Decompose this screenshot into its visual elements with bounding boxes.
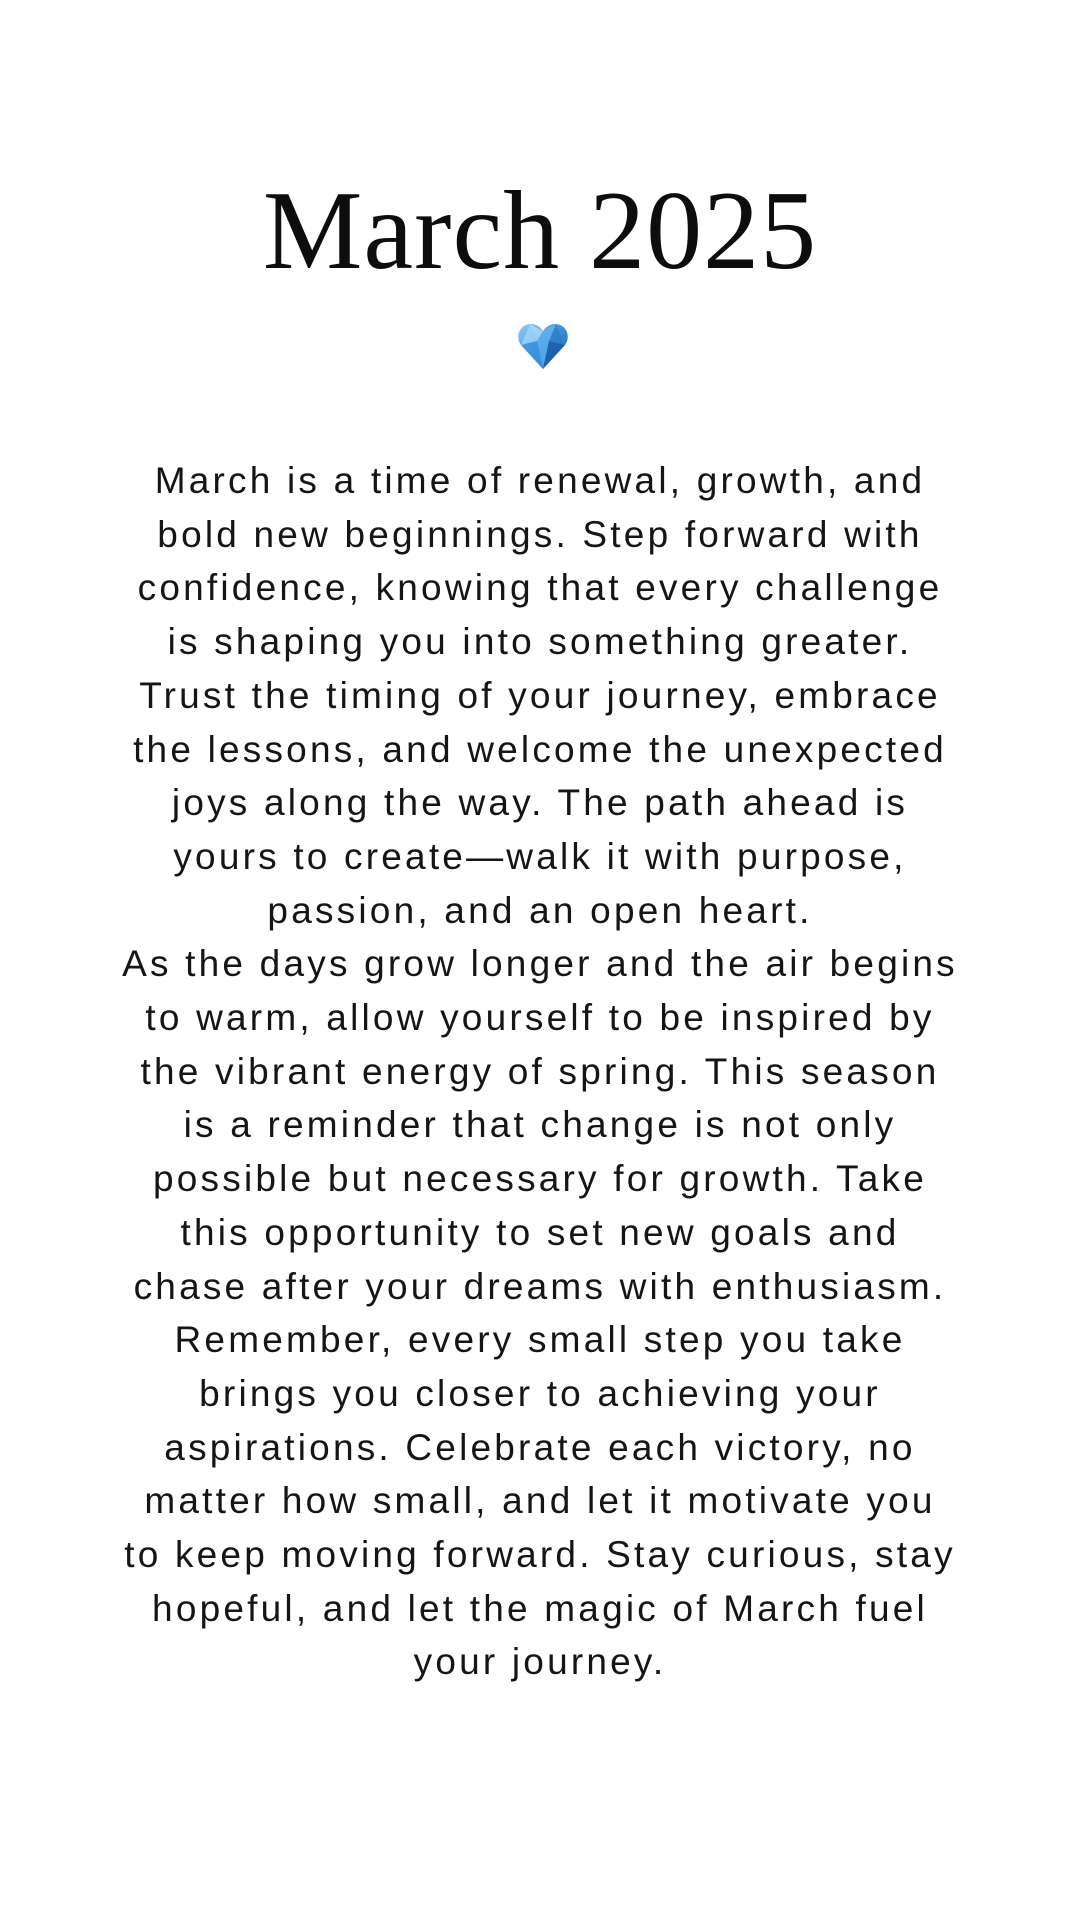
text-line: the lessons, and welcome the unexpected [133,728,947,770]
page-title: March 2025 [262,169,818,293]
text-line: to warm, allow yourself to be inspired by [145,997,935,1039]
text-line: brings you closer to achieving your [199,1372,881,1414]
text-line: Remember, every small step you take [174,1319,906,1361]
text-line: As the days grow longer and the air begins [122,943,958,985]
text-line: matter how small, and let it motivate you [144,1480,936,1522]
body-text [100,454,980,1689]
text-line: March is a time of renewal, growth, and [154,460,926,501]
blue-gem-heart-icon [517,321,569,371]
text-line: joys along the way. The path ahead is [171,782,909,824]
text-line: yours to create—walk it with purpose, [173,835,907,877]
text-line: to keep moving forward. Stay curious, stay [124,1534,956,1576]
text-line: aspirations. Celebrate each victory, no [164,1426,916,1468]
paragraph-1 [100,454,980,937]
text-line: your journey. [413,1641,667,1683]
text-line: this opportunity to set new goals and [180,1211,900,1253]
text-line: possible but necessary for growth. Take [152,1158,928,1200]
text-line: chase after your dreams with enthusiasm. [133,1265,947,1307]
text-line: passion, and an open heart. [267,889,813,931]
text-line: is a reminder that change is not only [183,1104,897,1146]
paragraph-2 [100,937,980,1689]
text-line: the vibrant energy of spring. This season [140,1050,940,1092]
text-line: bold new beginnings. Step forward with [157,513,923,555]
text-line: hopeful, and let the magic of March fuel [152,1587,928,1629]
text-line: is shaping you into something greater. [167,621,913,663]
text-line: confidence, knowing that every challenge [137,567,943,609]
text-line: Trust the timing of your journey, embrace [139,674,941,716]
